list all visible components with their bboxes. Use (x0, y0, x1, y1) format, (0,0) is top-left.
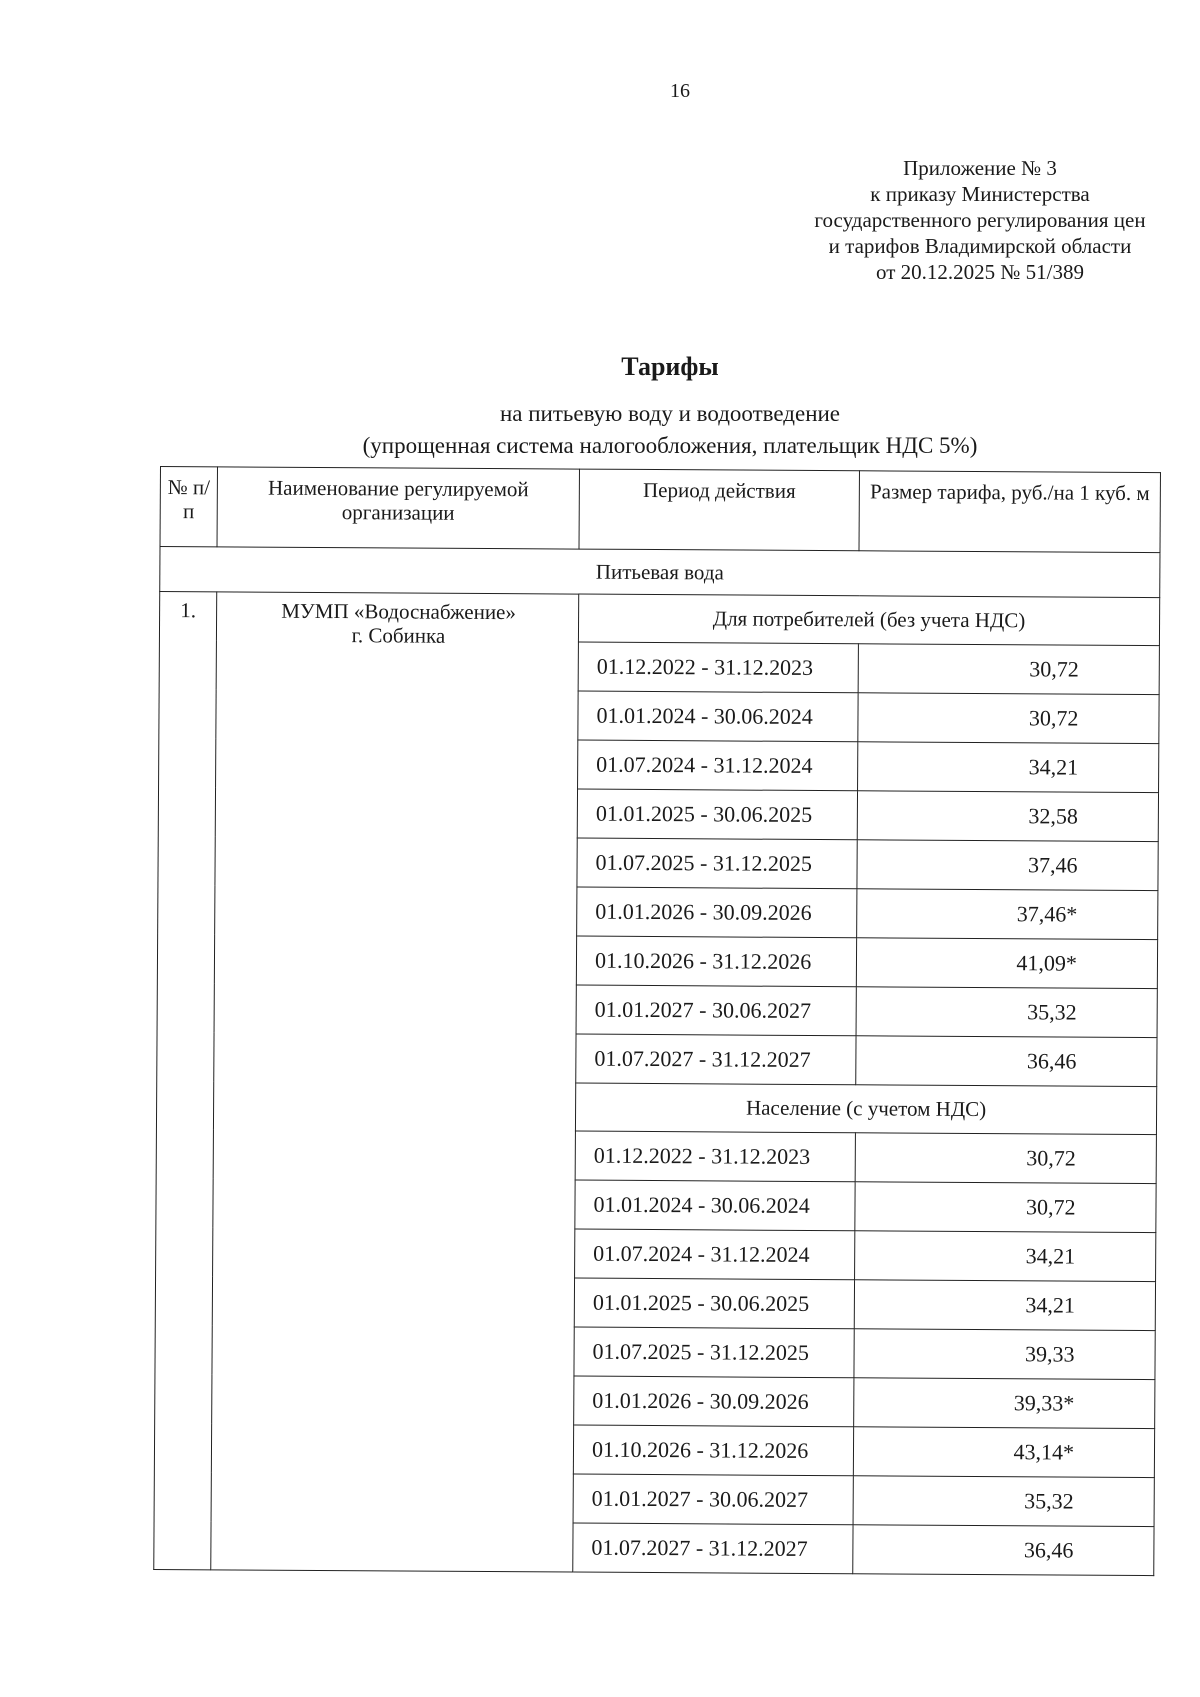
appendix-block (760, 155, 1200, 285)
entry-number: 1. (154, 592, 217, 1570)
period-cell: 01.01.2024 - 30.06.2024 (578, 691, 858, 742)
appendix-line: и тарифов Владимирской области (828, 234, 1132, 258)
rate-cell: 34,21 (855, 1231, 1156, 1282)
rate-cell: 34,21 (854, 1280, 1155, 1331)
rate-cell: 30,72 (855, 1133, 1156, 1184)
group-title: Население (с учетом НДС) (575, 1083, 1156, 1135)
subtitle-line: (упрощенная система налогообложения, плательщик НДС 5%) (362, 433, 978, 458)
rate-cell: 30,72 (855, 1182, 1156, 1233)
rate-cell: 34,21 (858, 742, 1159, 793)
document-title: Тарифы (621, 352, 719, 381)
organization-city: г. Собинка (351, 623, 446, 648)
subtitle-line: на питьевую воду и водоотведение (499, 401, 841, 426)
group-header-row (159, 592, 1159, 646)
section-title: Питьевая вода (160, 547, 1160, 598)
rate-cell: 39,33 (854, 1329, 1155, 1380)
tariff-table (153, 466, 1161, 1576)
appendix-line: государственного регулирования цен (814, 208, 1146, 232)
organization-cell (211, 592, 579, 1572)
table-header-row (160, 467, 1160, 553)
rate-cell: 35,32 (853, 1476, 1154, 1527)
rate-cell: 30,72 (858, 693, 1159, 744)
rate-cell: 39,33* (854, 1378, 1155, 1429)
header-rate: Размер тарифа, руб./на 1 куб. м (859, 471, 1160, 553)
period-cell: 01.12.2022 - 31.12.2023 (575, 1131, 855, 1182)
header-number: № п/п (160, 467, 217, 547)
rate-cell: 32,58 (857, 791, 1158, 842)
period-cell: 01.01.2026 - 30.09.2026 (574, 1376, 854, 1427)
period-cell: 01.07.2024 - 31.12.2024 (578, 740, 858, 791)
rate-cell: 41,09* (856, 938, 1157, 989)
period-cell: 01.01.2025 - 30.06.2025 (574, 1278, 854, 1329)
period-cell: 01.01.2027 - 30.06.2027 (576, 985, 856, 1036)
header-period: Период действия (579, 469, 859, 551)
period-cell: 01.07.2027 - 31.12.2027 (573, 1523, 853, 1574)
period-cell: 01.01.2026 - 30.09.2026 (577, 887, 857, 938)
period-cell: 01.12.2022 - 31.12.2023 (578, 642, 858, 693)
period-cell: 01.10.2026 - 31.12.2026 (573, 1425, 853, 1476)
period-cell: 01.01.2025 - 30.06.2025 (577, 789, 857, 840)
appendix-line: к приказу Министерства (870, 182, 1090, 206)
period-cell: 01.07.2024 - 31.12.2024 (575, 1229, 855, 1280)
rate-cell: 30,72 (858, 644, 1159, 695)
rate-cell: 43,14* (853, 1427, 1154, 1478)
organization-name: МУМП «Водоснабжение» (281, 598, 516, 625)
rate-cell: 37,46* (857, 889, 1158, 940)
appendix-line: от 20.12.2025 № 51/389 (875, 260, 1085, 284)
page-number: 16 (670, 80, 690, 102)
period-cell: 01.01.2027 - 30.06.2027 (573, 1474, 853, 1525)
period-cell: 01.07.2025 - 31.12.2025 (574, 1327, 854, 1378)
rate-cell: 37,46 (857, 840, 1158, 891)
period-cell: 01.10.2026 - 31.12.2026 (576, 936, 856, 987)
appendix-line: Приложение № 3 (903, 156, 1057, 180)
period-cell: 01.07.2025 - 31.12.2025 (577, 838, 857, 889)
period-cell: 01.01.2024 - 30.06.2024 (575, 1180, 855, 1231)
rate-cell: 35,32 (856, 987, 1157, 1038)
period-cell: 01.07.2027 - 31.12.2027 (576, 1034, 856, 1085)
section-row (160, 547, 1160, 598)
header-organization: Наименование регулируемой организации (217, 467, 579, 549)
group-title: Для потребителей (без учета НДС) (578, 594, 1159, 646)
rate-cell: 36,46 (853, 1525, 1154, 1576)
rate-cell: 36,46 (856, 1036, 1157, 1087)
document-subtitle (0, 398, 1200, 462)
